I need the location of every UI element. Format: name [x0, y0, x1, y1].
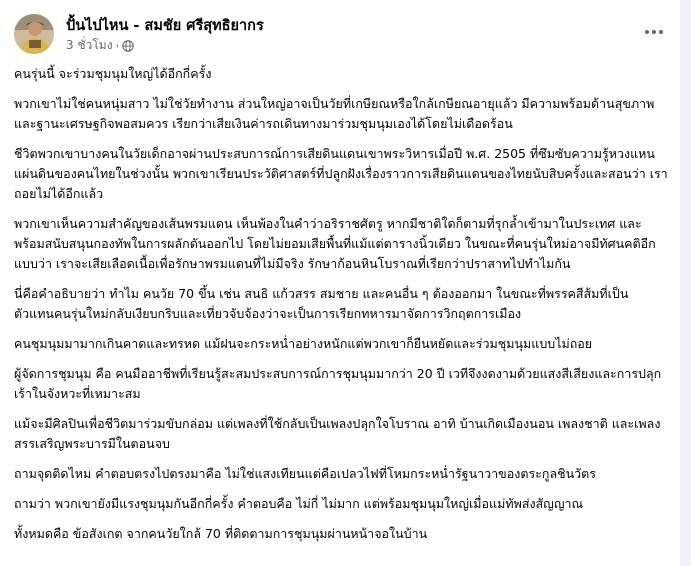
avatar-image [14, 14, 54, 54]
post-body [14, 64, 668, 554]
post-paragraph: ถามว่า พวกเขายังมีแรงชุมนุมกันอีกกี่ครั้ง คำตอบคือ ไม่กี่ ไม่มาก แต่พร้อมชุมนุมใหญ่เมื่อแม่ทัพส่งสัญญาณ [14, 496, 584, 511]
post-meta [66, 36, 134, 55]
post-paragraph: ชีวิตพวกเขาบางคนในวัยเด็กอาจผ่านประสบการณ์การเสียดินแดนเขาพระวิหารเมื่อปี พ.ศ. 2505 ที่ซึมซับความรู้หวงแหนแผ่นดินของคนไทยในช่วงนั้น พวกเขาเรียนประวัติศาสตร์ที่ปลูกฝังเรื่องราวการเสียดินแดนของไทยนับสิบครั้งและสอนว่า เราถอยไม่ได้อีกแล้ว [14, 146, 668, 201]
post-paragraph: ผู้จัดการชุมนุม คือ คนมืออาชีพที่เรียนรู้สะสมประสบการณ์การชุมนุมมากว่า 20 ปี เวทีจึงงดงามด้วยแสงสีเสียงและการปลุกเร้าในจังหวะที่เหมาะสม [14, 366, 662, 401]
author-name[interactable]: ปั้นไปไหน - สมชัย ศรีสุทธิยากร [66, 18, 264, 34]
post-paragraph: นี่คือคำอธิบายว่า ทำไม คนวัย 70 ขึ้น เช่น สนธิ แก้วสรร สมชาย และคนอื่น ๆ ต้องออกมา ในขณะที่พรรคสีส้มที่เป็นตัวแทนคนรุ่นใหม่กลับเงียบกริบและเที่ยวจับจ้องว่าจะเป็นการเรียกทหารมาจัดการวิกฤตการเมือง [14, 286, 629, 321]
avatar[interactable] [14, 14, 54, 54]
more-dot-icon [659, 30, 663, 34]
post-paragraph: พวกเขาไม่ใช่คนหนุ่มสาว ไม่ใช่วัยทำงาน ส่วนใหญ่อาจเป็นวัยที่เกษียณหรือใกล้เกษียณอายุแล้ว มีความพร้อมด้านสุขภาพและฐานะเศรษฐกิจพอสมควร เรียกว่าเสียเงินค่ารถเดินทางมาร่วมชุมนุมเองได้โดยไม่เดือดร้อน [14, 96, 655, 131]
post-paragraph: ทั้งหมดคือ ข้อสังเกต จากคนวัยใกล้ 70 ที่ติดตามการชุมนุมผ่านหน้าจอในบ้าน [14, 526, 428, 541]
globe-icon[interactable] [122, 40, 134, 52]
meta-separator: · [115, 38, 120, 53]
post-time[interactable]: 3 ชั่วโมง [66, 38, 113, 52]
more-options-button[interactable] [638, 20, 670, 44]
post-paragraph: คนรุ่นนี้ จะร่วมชุมนุมใหญ่ได้อีกกี่ครั้ง [14, 66, 212, 81]
post-header [14, 14, 680, 58]
more-dot-icon [652, 30, 656, 34]
more-dot-icon [645, 30, 649, 34]
post-paragraph: พวกเขาเห็นความสำคัญของเส้นพรมแดน เห็นพ้องในคำว่าอริราชศัตรู หากมีชาติใดก็ตามที่รุกล้ำเข้ามาในประเทศ และพร้อมสนับสนุนกองทัพในการผลักดันออกไป โดยไม่ยอมเสียพื้นที่แม้แต่ตารางนิ้วเดียว ในขณะที่คนรุ่นใหม่อาจมีทัศนคติอีกแบบว่า เราจะเสียเลือดเนื้อเพื่อรักษาพรมแดนที่ไม่มีจริง รักษาก้อนหินโบราณที่เรียกว่าปราสาทไปทำไมกัน [14, 216, 656, 271]
post-paragraph: ถามจุดติดไหม คำตอบตรงไปตรงมาคือ ไม่ใช่แสงเทียนแต่คือเปลวไฟที่โหมกระหน่ำรัฐนาวาของตระกูลชินวัตร [14, 466, 596, 481]
post-paragraph: แม้จะมีศิลปินเพื่อชีวิตมาร่วมขับกล่อม แต่เพลงที่ใช้กลับเป็นเพลงปลุกใจโบราณ อาทิ บ้านเกิดเมืองนอน เพลงชาติ และเพลงสรรเสริญพระบารมีในตอนจบ [14, 416, 661, 451]
post-paragraph: คนชุมนุมมามากเกินคาดและทรหด แม้ฝนจะกระหน่ำอย่างหนักแต่พวกเขาก็ยืนหยัดและร่วมชุมนุมแบบไม่ถอย [14, 336, 593, 351]
